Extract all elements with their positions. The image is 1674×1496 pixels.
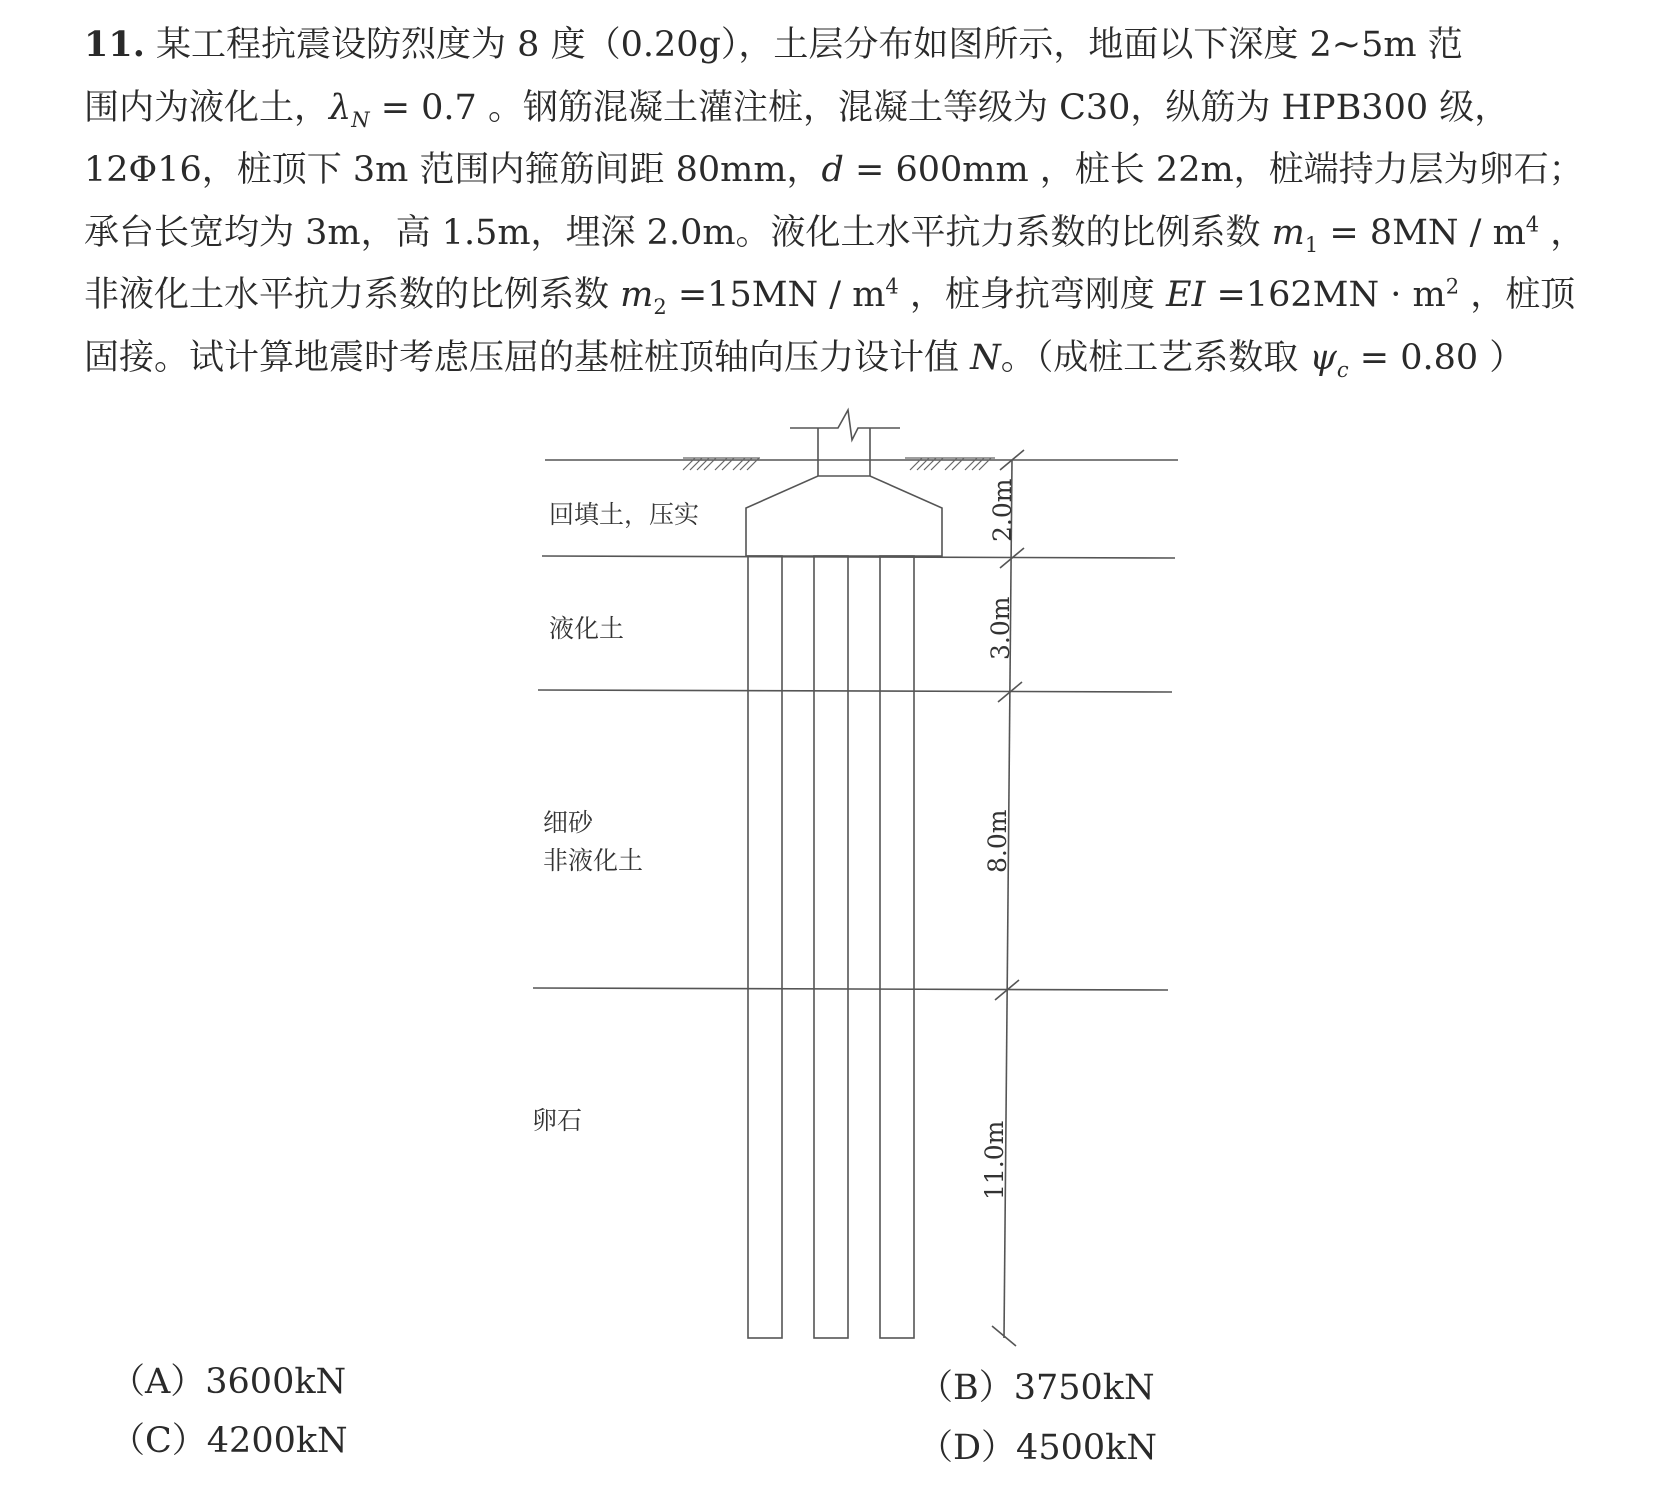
question-text-segment: = 0.80 ） <box>1348 337 1525 378</box>
boundary-liquefied-sand <box>538 690 1172 692</box>
option-d[interactable]: （D）4500kN <box>918 1428 1157 1468</box>
m2-unit-exponent: 4 <box>885 274 899 299</box>
layer-label-non-liquefied: 非液化土 <box>543 846 644 875</box>
dimension-line <box>1004 460 1012 1338</box>
dimension-label-11m: 11.0m <box>980 1120 1009 1200</box>
dimension-label-3m: 3.0m <box>986 596 1015 660</box>
column-outline <box>790 410 900 476</box>
pile-2 <box>814 556 848 1338</box>
question-text-segment: =15MN / m <box>666 275 886 315</box>
question-text-segment: ， <box>1539 212 1586 253</box>
question-text-segment: 非液化土水平抗力系数的比例系数 <box>84 275 621 315</box>
pile-1 <box>748 556 782 1338</box>
question-text-segment: 围内为液化土， <box>84 87 330 128</box>
psi-subscript: c <box>1336 357 1349 382</box>
question-text-segment: 某工程抗震设防烈度为 8 度（0.20g），土层分布如图所示，地面以下深度 2~5m 范 <box>156 25 1463 65</box>
option-c[interactable]: （C）4200kN <box>110 1421 348 1461</box>
ei-unit-exponent: 2 <box>1445 274 1460 299</box>
layer-label-fill: 回填土，压实 <box>549 500 700 529</box>
m1-unit-exponent: 4 <box>1525 211 1540 236</box>
m1-subscript: 1 <box>1304 232 1319 257</box>
m2-subscript: 2 <box>653 295 667 319</box>
question-text-segment: = 8MN / m <box>1318 212 1526 253</box>
lambda-symbol: λ <box>329 87 352 128</box>
layer-label-liquefied: 液化土 <box>549 614 625 643</box>
pile-cap <box>746 476 942 556</box>
boundary-sand-cobble <box>533 988 1168 990</box>
ei-symbol: EI <box>1166 275 1206 315</box>
question-text-segment: 12Φ16，桩顶下 3m 范围内箍筋间距 80mm， <box>84 150 822 190</box>
layer-label-cobble: 卵石 <box>532 1106 583 1135</box>
question-text-segment: ，桩顶 <box>1459 275 1576 315</box>
question-text-segment: = 600mm ，桩长 22m，桩端持力层为卵石； <box>843 150 1584 190</box>
m1-symbol: m <box>1271 212 1305 253</box>
lambda-subscript: N <box>351 107 370 132</box>
option-b[interactable]: （B）3750kN <box>918 1368 1155 1408</box>
layer-label-fine-sand: 细砂 <box>543 808 594 837</box>
boundary-fill-liquefied <box>542 556 1175 558</box>
dimension-label-8m: 8.0m <box>983 809 1012 873</box>
n-symbol: N <box>970 337 1001 378</box>
m2-symbol: m <box>620 275 654 315</box>
question-number: 11. <box>84 24 145 65</box>
d-symbol: d <box>821 150 844 190</box>
question-text-segment: =162MN · m <box>1205 275 1446 315</box>
question-text-segment: = 0.7 。钢筋混凝土灌注桩，混凝土等级为 C30，纵筋为 HPB300 级， <box>369 87 1510 128</box>
pile-3 <box>880 556 914 1338</box>
option-a[interactable]: （A）3600kN <box>110 1362 347 1402</box>
question-text-segment: 承台长宽均为 3m，高 1.5m，埋深 2.0m。液化土水平抗力系数的比例系数 <box>84 212 1272 253</box>
question-text-segment: ，桩身抗弯刚度 <box>898 275 1167 315</box>
question-text-segment: 固接。试计算地震时考虑压屈的基桩桩顶轴向压力设计值 <box>84 337 971 378</box>
psi-symbol: ψ <box>1309 337 1337 378</box>
dimension-label-2m: 2.0m <box>988 478 1017 542</box>
question-text-segment: 。（成桩工艺系数取 <box>1000 337 1310 378</box>
